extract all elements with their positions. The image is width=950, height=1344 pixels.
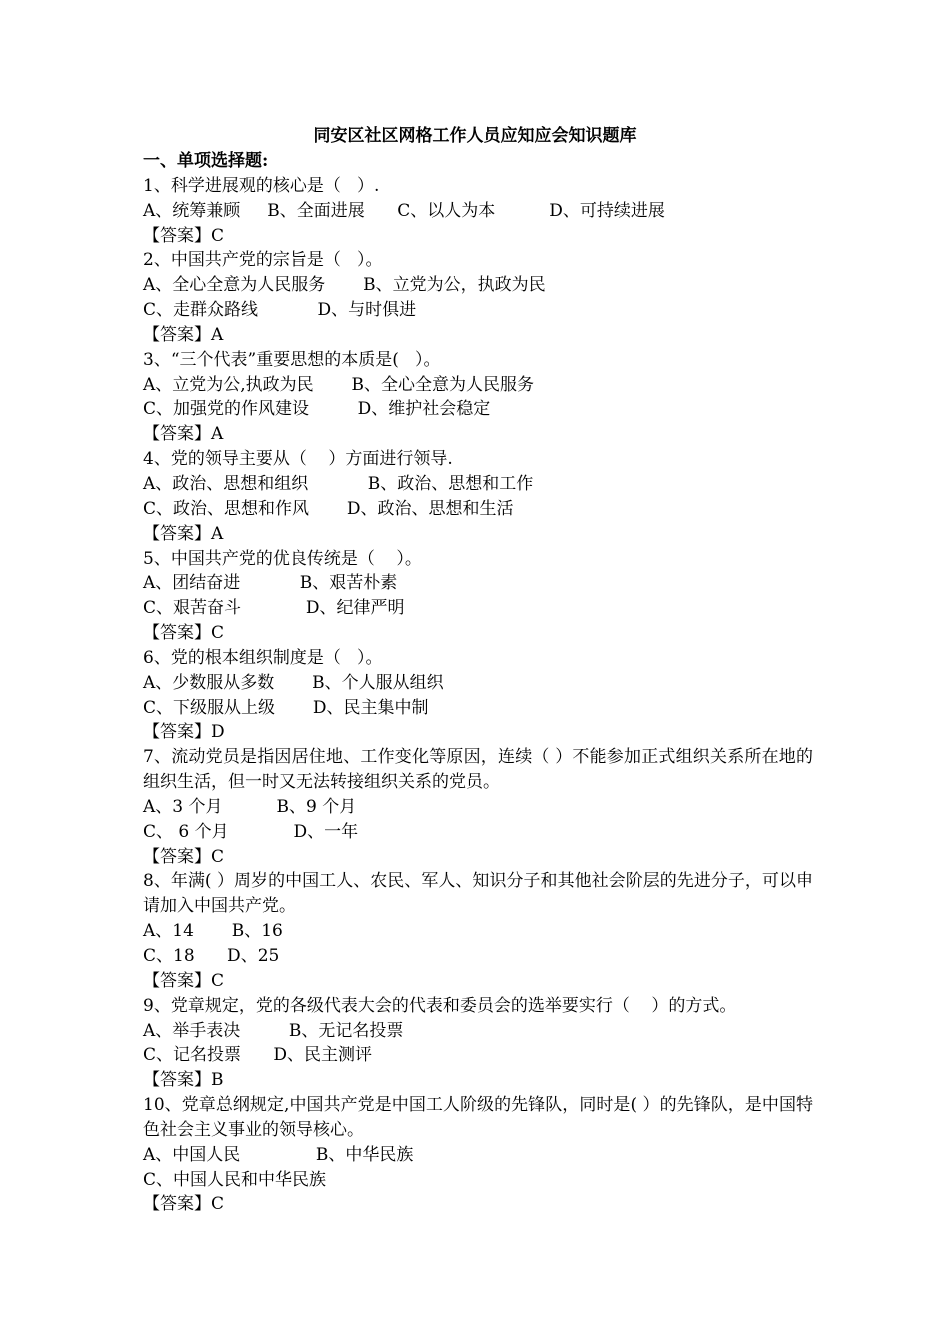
question-stem: 7、流动党员是指因居住地、工作变化等原因，连续（ ）不能参加正式组织关系所在地的组织生活，但一时又无法转接组织关系的党员。 xyxy=(143,747,813,793)
question-answer: 【答案】C xyxy=(143,1194,225,1215)
question-options: A、3 个月 B、9 个月 xyxy=(143,796,357,817)
question-options: C、政治、思想和作风 D、政治、思想和生活 xyxy=(143,498,514,519)
question-answer: 【答案】C xyxy=(143,623,225,644)
document-title: 同安区社区网格工作人员应知应会知识题库 xyxy=(313,126,637,146)
question-options: C、走群众路线 D、与时俱进 xyxy=(143,300,417,321)
question-options: C、下级服从上级 D、民主集中制 xyxy=(143,697,429,718)
question-7 xyxy=(143,745,813,869)
document-body xyxy=(143,149,813,1217)
question-stem: 5、中国共产党的优良传统是（ ）。 xyxy=(143,548,422,569)
question-options: A、全心全意为人民服务 B、立党为公，执政为民 xyxy=(143,275,546,296)
question-1 xyxy=(143,174,813,249)
question-stem: 6、党的根本组织制度是（ ）。 xyxy=(143,647,383,668)
question-stem: 10、党章总纲规定,中国共产党是中国工人阶级的先锋队，同时是( ）的先锋队，是中国特色社会主义事业的领导核心。 xyxy=(143,1095,813,1140)
question-answer: 【答案】B xyxy=(143,1070,224,1091)
question-10 xyxy=(143,1093,813,1217)
question-options: C、 6 个月 D、一年 xyxy=(143,821,359,842)
question-options: C、艰苦奋斗 D、纪律严明 xyxy=(143,598,405,619)
question-options: C、加强党的作风建设 D、维护社会稳定 xyxy=(143,399,491,420)
question-3 xyxy=(143,348,813,447)
question-5 xyxy=(143,547,813,646)
question-8 xyxy=(143,869,813,993)
question-stem: 2、中国共产党的宗旨是（ ）。 xyxy=(143,250,383,271)
question-answer: 【答案】A xyxy=(143,523,224,544)
question-answer: 【答案】A xyxy=(143,424,224,445)
question-options: A、团结奋进 B、艰苦朴素 xyxy=(143,573,398,594)
question-4 xyxy=(143,447,813,546)
question-stem: 9、党章规定，党的各级代表大会的代表和委员会的选举要实行（ ）的方式。 xyxy=(143,995,737,1016)
question-options: C、18 D、25 xyxy=(143,946,280,966)
question-6 xyxy=(143,646,813,745)
question-answer: 【答案】C xyxy=(143,970,225,991)
question-stem: 1、科学进展观的核心是（ ）. xyxy=(143,175,380,196)
question-options: A、政治、思想和组织 B、政治、思想和工作 xyxy=(143,473,534,494)
question-options: A、中国人民 B、中华民族 xyxy=(143,1144,414,1165)
section-heading: 一、单项选择题: xyxy=(143,151,269,171)
question-stem: 4、党的领导主要从（ ）方面进行领导. xyxy=(143,449,453,470)
question-stem: 8、年满( ）周岁的中国工人、农民、军人、知识分子和其他社会阶层的先进分子，可以申请加入中国共产党。 xyxy=(143,871,813,917)
question-options: A、14 B、16 xyxy=(143,921,283,942)
question-answer: 【答案】D xyxy=(143,722,225,743)
question-2 xyxy=(143,248,813,347)
question-options: A、立党为公,执政为民 B、全心全意为人民服务 xyxy=(143,374,534,395)
question-stem: 3、“三个代表”重要思想的本质是( ）。 xyxy=(143,349,441,370)
question-answer: 【答案】C xyxy=(143,225,225,246)
question-answer: 【答案】A xyxy=(143,324,224,345)
question-options: A、少数服从多数 B、个人服从组织 xyxy=(143,672,444,693)
question-options: C、记名投票 D、民主测评 xyxy=(143,1045,373,1066)
question-options: A、举手表决 B、无记名投票 xyxy=(143,1020,404,1041)
question-9 xyxy=(143,994,813,1093)
question-answer: 【答案】C xyxy=(143,846,225,867)
question-options: A、统筹兼顾 B、全面进展 C、以人为本 D、可持续进展 xyxy=(143,200,665,221)
question-options: C、中国人民和中华民族 xyxy=(143,1169,327,1190)
